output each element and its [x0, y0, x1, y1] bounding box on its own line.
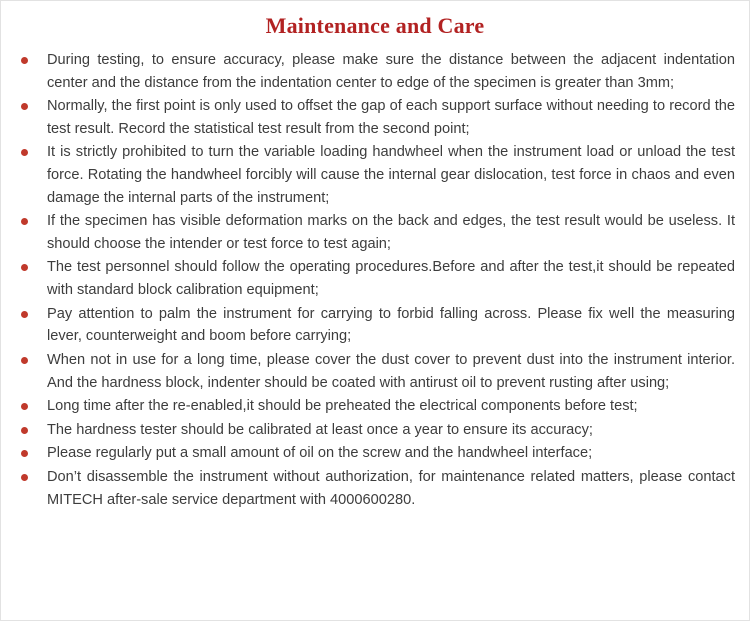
bullet-dot-icon	[21, 450, 28, 457]
list-item	[15, 256, 735, 301]
list-item-text: During testing, to ensure accuracy, please make sure the distance between the adjacent indentation center and the distance from the indentation center to edge of the specimen is greater than 3mm;	[47, 52, 735, 91]
list-item	[15, 95, 735, 140]
list-item-text: If the specimen has visible deformation marks on the back and edges, the test result would be useless. It should choose the intender or test force to test again;	[47, 213, 735, 252]
list-item	[15, 303, 735, 348]
bullet-dot-icon	[21, 149, 28, 156]
list-item-text: The test personnel should follow the operating procedures.Before and after the test,it should be repeated with standard block calibration equipment;	[47, 259, 735, 299]
list-item-text: Normally, the first point is only used to offset the gap of each support surface without needing to record the test result. Record the statistical test result from the second point;	[47, 98, 735, 137]
list-item-text: It is strictly prohibited to turn the variable loading handwheel when the instrument load or unload the test force. Rotating the handwheel forcibly will cause the internal gear dislocation, test force in chaos and even damage the internal parts of the instrument;	[47, 144, 735, 206]
list-item	[15, 49, 735, 94]
list-item	[15, 466, 735, 511]
maintenance-care-list	[1, 49, 749, 511]
list-item	[15, 141, 735, 209]
bullet-dot-icon	[21, 403, 28, 410]
list-item-text: Please regularly put a small amount of oil on the screw and the handwheel interface;	[47, 445, 593, 462]
bullet-dot-icon	[21, 103, 28, 110]
list-item	[15, 419, 735, 442]
bullet-dot-icon	[21, 474, 28, 481]
list-item	[15, 395, 735, 418]
bullet-dot-icon	[21, 311, 28, 318]
list-item-text: When not in use for a long time, please cover the dust cover to prevent dust into the instrument interior. And the hardness block, indenter should be coated with antirust oil to prevent rusting after using;	[47, 351, 735, 391]
list-item	[15, 210, 735, 255]
list-item-text: Don’t disassemble the instrument without authorization, for maintenance related matters, please contact MITECH after-sale service department with 4000600280.	[47, 468, 735, 508]
bullet-dot-icon	[21, 427, 28, 434]
list-item	[15, 349, 735, 394]
bullet-dot-icon	[21, 218, 28, 225]
list-item	[15, 442, 735, 465]
list-item-text: Long time after the re-enabled,it should be preheated the electrical components before test;	[47, 398, 638, 415]
list-item-text: The hardness tester should be calibrated at least once a year to ensure its accuracy;	[47, 421, 593, 438]
bullet-dot-icon	[21, 57, 28, 64]
list-item-text: Pay attention to palm the instrument for carrying to forbid falling across. Please fix well the measuring lever, counterweight and boom before carrying;	[47, 305, 735, 345]
bullet-dot-icon	[21, 264, 28, 271]
page-title: Maintenance and Care	[265, 13, 485, 38]
bullet-dot-icon	[21, 357, 28, 364]
